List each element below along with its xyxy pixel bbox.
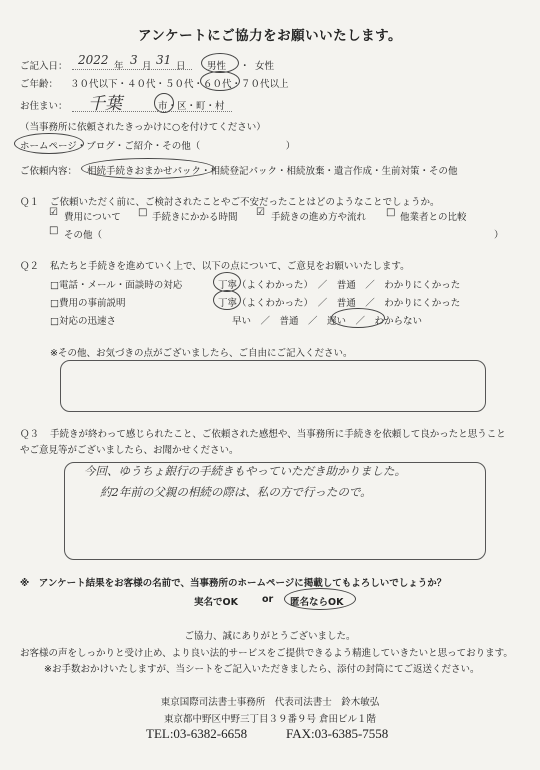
q3-text-line2: やご意見等がございましたら、お聞かせください。 bbox=[20, 445, 239, 456]
q1-opt4-checkbox[interactable]: □ bbox=[386, 207, 396, 218]
address-units[interactable]: 市・区・町・村 bbox=[158, 101, 225, 112]
age-options[interactable]: ３０代以下・４０代・５０代・６０代・７０代以上 bbox=[70, 79, 289, 90]
publish-anonymous-circle bbox=[284, 588, 356, 610]
gender-female[interactable]: 女性 bbox=[255, 61, 275, 72]
q2-other-prompt: ※その他、お気づきの点がございましたら、ご自由にご記入ください。 bbox=[50, 348, 353, 359]
q3-number: Ｑ３ bbox=[20, 429, 40, 440]
q1-opt5-checkbox[interactable]: □ bbox=[49, 225, 59, 236]
q2-row3-options[interactable]: 早い ／ 普通 ／ 遅い ／ わからない bbox=[232, 316, 423, 327]
q1-opt1-checkbox[interactable]: ☑ bbox=[49, 207, 58, 218]
date-day-value: 31 bbox=[156, 53, 172, 67]
q2-text: 私たちと手続きを進めていく上で、以下の点について、ご意見をお願いいたします。 bbox=[50, 261, 410, 272]
q3-answer-line1: 今回、ゆうちょ銀行の手続きもやっていただき助かりました。 bbox=[84, 464, 406, 478]
address-value: 千葉 bbox=[88, 94, 122, 114]
q2-row3-label[interactable]: □対応の迅速さ bbox=[50, 316, 116, 327]
q1-number: Ｑ１ bbox=[20, 197, 40, 208]
q1-opt3-label: 手続きの進め方や流れ bbox=[271, 212, 367, 223]
date-underline bbox=[72, 69, 192, 70]
q2-row1-label[interactable]: □電話・メール・面談時の対応 bbox=[50, 280, 183, 291]
footer-address: 東京都中野区中野三丁目３９番９号 倉田ビル１階 bbox=[163, 714, 377, 725]
request-options[interactable]: 相続手続きおまかせパック・相続登記パック・相続放棄・遺言作成・生前対策・その他 bbox=[87, 166, 458, 177]
q2-other-box[interactable] bbox=[60, 360, 486, 412]
q2-row1-circle bbox=[213, 272, 241, 292]
address-unit-circle bbox=[154, 93, 174, 113]
q1-opt2-label: 手続きにかかる時間 bbox=[152, 212, 238, 223]
gender-male[interactable]: 男性 bbox=[207, 61, 227, 72]
address-underline bbox=[72, 111, 232, 112]
closing-line3: ※お手数おかけいたしますが、当シートをご記入いただきましたら、添付の封筒にてご返送ください。 bbox=[44, 664, 480, 675]
q3-answer-line2: 約2年前の父親の相続の際は、私の方で行ったので。 bbox=[100, 485, 372, 499]
q1-opt5-label: その他（ bbox=[64, 230, 103, 241]
gender-male-circle bbox=[201, 53, 239, 73]
q1-opt1-label: 費用について bbox=[64, 212, 121, 223]
footer-fax: FAX:03-6385-7558 bbox=[286, 726, 389, 741]
publish-real-name[interactable]: 実名でOK bbox=[194, 597, 238, 608]
trigger-options[interactable]: ホームページ・ブログ・ご紹介・その他（ ） bbox=[20, 141, 296, 152]
q1-opt5-close-paren: ） bbox=[494, 230, 504, 241]
date-month-unit: 月 bbox=[142, 61, 152, 72]
publish-or: or bbox=[262, 594, 274, 605]
q2-row3-circle bbox=[331, 308, 385, 328]
date-day-unit: 日 bbox=[176, 61, 186, 72]
address-label: お住まい： bbox=[20, 101, 68, 112]
q1-opt4-label: 他業者との比較 bbox=[400, 212, 467, 223]
request-pack-circle bbox=[81, 158, 215, 179]
q2-row2-options[interactable]: 丁寧（よくわかった） ／ 普通 ／ わかりにくかった bbox=[218, 298, 461, 309]
date-label: ご記入日： bbox=[20, 61, 68, 72]
publish-anonymous[interactable]: 匿名ならOK bbox=[290, 597, 344, 608]
trigger-homepage-circle bbox=[14, 133, 84, 154]
footer-tel: TEL:03-6382-6658 bbox=[146, 726, 248, 741]
q2-row2-circle bbox=[213, 290, 241, 310]
q1-opt2-checkbox[interactable]: □ bbox=[138, 207, 148, 218]
q3-text-line1: 手続きが終わって感じられたこと、ご依頼された感想や、当事務所に手続きを依頼して良かったと思うこと bbox=[50, 429, 506, 440]
q2-number: Ｑ２ bbox=[20, 261, 40, 272]
age-label: ご年齢： bbox=[20, 79, 59, 90]
q1-text: ご依頼いただく前に、ご検討されたことやご不安だったことはどのようなことでしょうか。 bbox=[50, 197, 440, 208]
date-month-value: 3 bbox=[130, 53, 138, 67]
age-circle bbox=[200, 71, 240, 91]
q1-opt3-checkbox[interactable]: ☑ bbox=[256, 207, 265, 218]
footer-office: 東京国際司法書士事務所 代表司法書士 鈴木敏弘 bbox=[160, 697, 380, 708]
request-label: ご依頼内容： bbox=[20, 166, 78, 177]
q2-row1-options[interactable]: 丁寧（よくわかった） ／ 普通 ／ わかりにくかった bbox=[218, 280, 461, 291]
q2-row2-label[interactable]: □費用の事前説明 bbox=[50, 298, 126, 309]
gender-sep: ・ bbox=[240, 61, 250, 72]
closing-thanks: ご協力、誠にありがとうございました。 bbox=[184, 631, 356, 642]
page-title: アンケートにご協力をお願いいたします。 bbox=[137, 28, 403, 44]
publish-question: ※ アンケート結果をお客様の名前で、当事務所のホームページに掲載してもよろしいでしょうか？ bbox=[20, 578, 447, 589]
trigger-prompt: （当事務所に依頼されたきっかけに○を付けてください） bbox=[20, 122, 266, 133]
closing-line2: お客様の声をしっかりと受け止め、より良い法的サービスをご提供できるよう精進していきたいと思っております。 bbox=[20, 648, 513, 659]
date-year-value: 2022 bbox=[78, 53, 109, 67]
date-year-unit: 年 bbox=[114, 61, 124, 72]
